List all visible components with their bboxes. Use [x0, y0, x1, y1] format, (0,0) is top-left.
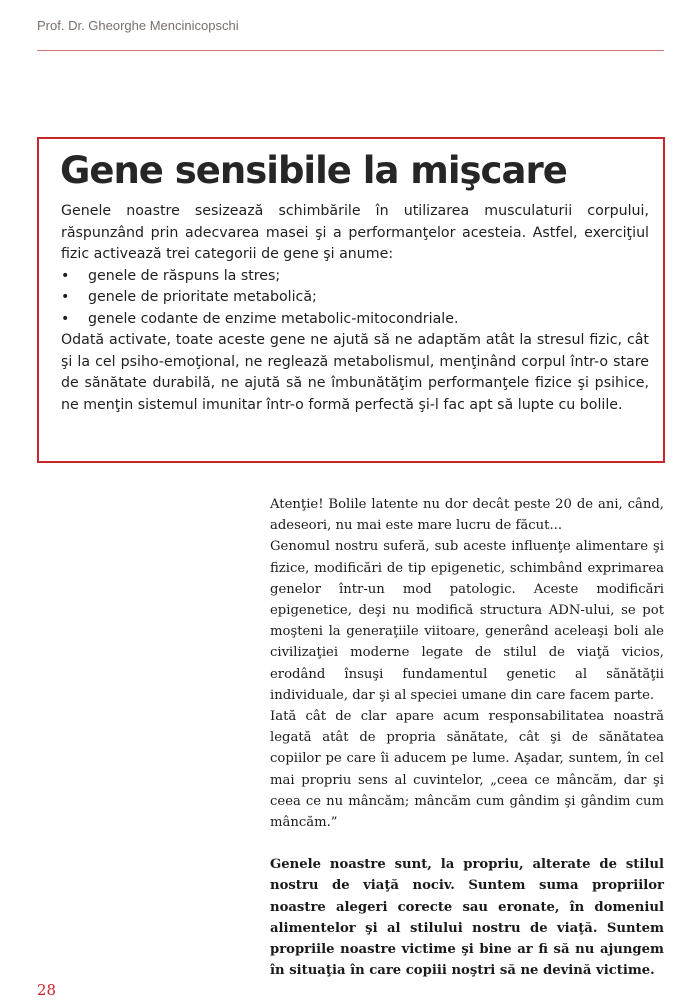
list-item-text: genele de răspuns la stres; — [88, 267, 281, 284]
sidebar-box — [37, 137, 665, 463]
bullet-icon: • — [61, 289, 70, 305]
running-header-author: Prof. Dr. Gheorghe Mencinicopschi — [37, 18, 239, 33]
list-item-text: genele de prioritate metabolică; — [88, 289, 317, 305]
article-paragraph: Genomul nostru suferă, sub aceste influenţe alimentare şi fizice, modificări de tip epigenetic, schimbând exprimarea genelor într-un mod patologic. Aceste modificări epigenetice, deşi nu modifică structura ADN-ului, se pot moşteni la generaţiile viitoare, generând aceleaşi boli ale civilizaţiei moderne legate de stilul de viaţă vicios, erodând însuşi fundamentul genetic al sănătăţii individuale, dar şi al speciei umane din care facem parte. — [270, 539, 664, 703]
gene-category-list — [61, 266, 649, 331]
article-paragraph: Atenţie! Bolile latente nu dor decât peste 20 de ani, când, adeseori, nu mai este mare lucru de făcut... — [270, 497, 664, 534]
article-paragraph: Iată cât de clar apare acum responsabilitatea noastră legată atât de propria sănătate, cât şi de sănătatea copiilor pe care îi aducem pe lume. Aşadar, suntem, în cel mai propriu sens al cuvintelor, „ceea ce mâncăm, dar şi ceea ce nu mâncăm; mâncăm cum gândim şi gândim cum mâncăm.” — [270, 709, 664, 831]
bullet-icon: • — [61, 310, 70, 327]
article-conclusion: Genele noastre sunt, la propriu, alterate de stilul nostru de viaţă nociv. Suntem suma propriilor noastre alegeri corecte sau eronate, în domeniul alimentelor şi al stilului nostru de viaţă. Suntem propriile noastre victime şi bine ar fi să nu ajungem în situaţia în care copiii noştri să ne devină victime. — [270, 857, 664, 979]
box-intro: Genele noastre sesizează schimbările în utilizarea musculaturii corpului, răspunzând prin adecvarea masei şi a performanţelor acesteia. Astfel, exerciţiul fizic activează trei categorii de gene şi anume: — [61, 203, 649, 262]
box-body: Odată activate, toate aceste gene ne ajută să ne adaptăm atât la stresul fizic, cât şi la cel psiho-emoţional, ne reglează metabolismul, menţinând corpul într-o stare de sănătate durabilă, ne ajută să ne îmbunătăţim performanţele fizice şi psihice, ne menţin sistemul imunitar într-o formă perfectă şi-l fac apt să lupte cu bolile. — [61, 332, 649, 413]
header-divider — [37, 50, 664, 51]
bullet-icon: • — [61, 267, 70, 284]
list-item — [61, 309, 649, 331]
list-item-text: genele codante de enzime metabolic-mitocondriale. — [88, 310, 459, 327]
list-item — [61, 287, 649, 309]
box-title: Gene sensibile la mişcare — [60, 149, 567, 192]
page-number: 28 — [37, 981, 57, 999]
list-item — [61, 266, 649, 288]
article-column — [270, 494, 664, 981]
